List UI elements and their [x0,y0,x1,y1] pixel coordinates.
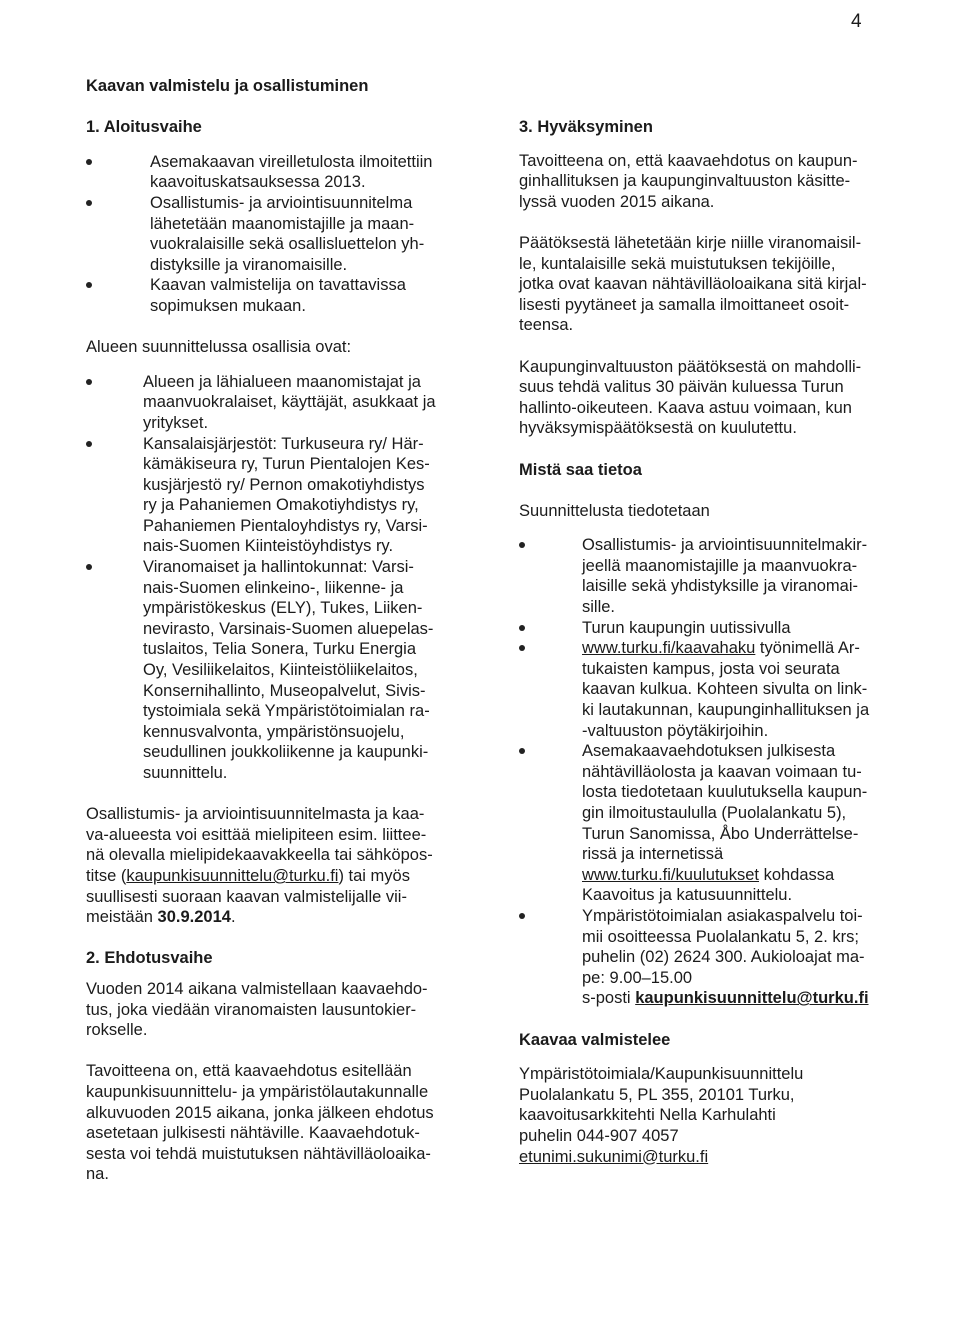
list-item-text: tuslaitos, Telia Sonera, Turku Energia [143,640,417,659]
list-item [150,193,486,275]
list-item [582,618,899,639]
list-item-text: suunnittelu. [143,764,228,782]
bullet-icon [86,159,92,165]
list-item-line: jeellä maanomistajille ja maanvuokra- [582,556,858,575]
list-item-text: seudullinen joukkoliikenne ja kaupunki- [143,743,429,762]
contact-line: Ympäristötoimiala/Kaupunkisuunnittelu [519,1065,804,1084]
list-item-line: kaavan kulkua. Kohteen sivulta on link- [582,680,868,699]
heading-hyvaksyminen: 3. Hyväksyminen [519,118,653,136]
list-item-text: nais-Suomen Kiinteistöyhdistys ry. [143,537,394,556]
list-item-text: Oy, Vesiliikelaitos, Kiinteistöliikelaitos, [143,661,418,680]
list-item-text: kennusvalvonta, ympäristönsuojelu, [143,722,405,741]
list-item-text [582,535,899,617]
paragraph-line: asetetaan julkisesti nähtäville. Kaavaehdotuk- [86,1124,420,1143]
paragraph-line: hallinto-oikeuteen. Kaava astuu voimaan, kun [519,398,852,417]
text: kohdassa [759,865,835,884]
list-item-line: losta tiedotetaan kuulutuksella kaupun- [582,783,868,802]
oas-line [86,866,486,887]
list-item-text: sopimuksen mukaan. [150,296,306,315]
heading-kaavaa-valmistelee: Kaavaa valmistelee [519,1030,671,1049]
paragraph-line: tus, joka viedään viranomaisten lausuntokier- [86,1000,417,1019]
text: titse ( [86,866,127,885]
left-column [86,76,486,1185]
oas-line [86,907,486,928]
list-item-line: mii osoitteessa Puolalankatu 5, 2. krs; [582,927,859,946]
oas-line: nä olevalla mielipidekaavakkeella tai sähköpos- [86,846,433,865]
heading-aloitusvaihe: 1. Aloitusvaihe [86,118,202,137]
paragraph-line: Päätöksestä lähetetään kirje niille viranomaisil- [519,233,862,252]
text: ) tai myös [338,866,410,885]
list-item-text [582,906,899,988]
aloitusvaihe-list [86,152,486,317]
oas-line: va-alueesta voi esittää mielipiteen esim. liittee- [86,825,427,844]
bullet-icon [519,913,525,919]
bullet-icon [519,645,525,651]
hyvaksyminen-paragraph-1 [519,151,899,213]
list-item-line: Osallistumis- ja arviointisuunnitelmakir- [582,536,868,555]
oas-line: suullisesti suoraan kaavan valmistelijalle vii- [86,887,407,906]
list-item-text [582,988,899,1009]
osallisia-list [86,372,486,784]
list-item-text: Osallistumis- ja arviointisuunnitelma [150,193,413,212]
text: s-posti [582,989,636,1008]
list-item [582,741,899,906]
paragraph-line: rokselle. [86,1021,148,1040]
list-item-text: maanvuokralaiset, käyttäjät, asukkaat ja [143,393,436,412]
text: meistään [86,908,158,927]
list-item [582,535,899,617]
paragraph-line: lisesti pyytäneet ja samalla ilmoittaneet osoit- [519,295,850,314]
list-item-text [582,865,899,886]
heading-mista-saa-tietoa: Mistä saa tietoa [519,460,642,479]
oas-line: Osallistumis- ja arviointisuunnitelmasta ja kaa- [86,805,425,824]
osallisia-heading: Alueen suunnittelussa osallisia ovat: [86,338,352,357]
list-item-text: Alueen ja lähialueen maanomistajat ja [143,372,421,391]
list-item-text: Kansalaisjärjestöt: Turkuseura ry/ Här- [143,434,424,453]
list-item-text: vuokralaisille sekä osallisluettelon yh- [150,235,425,254]
contact-line: Puolalankatu 5, PL 355, 20101 Turku, [519,1085,795,1104]
list-item-text: ympäristökeskus (ELY), Tukes, Liiken- [143,599,423,618]
list-item-text: yritykset. [143,413,209,432]
list-item-line: gin ilmoitustaululla (Puolalankatu 5), [582,804,847,822]
heading-ehdotusvaihe: 2. Ehdotusvaihe [86,949,213,968]
list-item [143,557,486,784]
list-item-line: puhelin (02) 2624 300. Aukioloajat ma- [582,948,865,967]
paragraph-line: alkuvuoden 2015 aikana, jonka jälkeen ehdotus [86,1103,434,1122]
hyvaksyminen-paragraph-3 [519,357,899,439]
list-item-text: Kaavan valmistelija on tavattavissa [150,276,406,295]
list-item [143,372,486,434]
paragraph-line: Kaupunginvaltuuston päätöksestä on mahdolli- [519,357,862,376]
list-item-text [582,659,899,741]
list-item-line: pe: 9.00–15.00 [582,968,693,987]
list-item-text: Pahaniemen Pientaloyhdistys ry, Varsi- [143,516,428,535]
hyvaksyminen-paragraph-2 [519,233,899,336]
list-item [582,906,899,1009]
list-item [150,152,486,193]
list-item [150,275,486,316]
list-item-line: Asemakaavaehdotuksen julkisesta [582,742,836,761]
list-item-text: tystoimiala sekä Ympäristötoimialan ra- [143,702,430,721]
text: työnimellä Ar- [755,639,860,658]
list-item-text: nais-Suomen elinkeino-, liikenne- ja [143,578,404,597]
list-item-text: kusjärjestö ry/ Pernon omakotiyhdistys [143,475,425,494]
ehdotus-paragraph-2 [86,1061,486,1185]
list-item-text: nevirasto, Varsinais-Suomen aluepelas- [143,619,434,638]
section-title: Kaavan valmistelu ja osallistuminen [86,77,369,95]
paragraph-line: Vuoden 2014 aikana valmistellaan kaavaehdo- [86,979,428,998]
paragraph-line: teensa. [519,316,574,335]
email-link[interactable]: kaupunkisuunnittelu@turku.fi [635,989,869,1008]
list-item-text: distyksille ja viranomaisille. [150,255,348,274]
right-column [519,117,899,1167]
list-item-text: Turun kaupungin uutissivulla [582,618,791,637]
contact-block [519,1064,899,1167]
bullet-icon [519,625,525,631]
list-item-line: Ympäristötoimialan asiakaspalvelu toi- [582,906,863,925]
paragraph-line: le, kuntalaisille sekä muistutuksen tekijöille, [519,254,836,273]
list-item [143,434,486,558]
list-item [582,638,899,741]
email-link[interactable]: kaupunkisuunnittelu@turku.fi [126,866,339,885]
list-item-line: rissä ja internetissä [582,845,724,864]
list-item-text: Viranomaiset ja hallintokunnat: Varsi- [143,558,414,577]
contact-line: kaavoitusarkkitehti Nella Karhulahti [519,1106,776,1125]
paragraph-line: kaupunkisuunnittelu- ja ympäristölautakunnalle [86,1082,429,1101]
text: . [230,908,236,927]
bullet-icon [519,542,525,548]
kuulutukset-link[interactable]: www.turku.fi/kuulutukset [582,865,759,884]
list-item-text: ry ja Pahaniemen Omakotiyhdistys ry, [143,496,419,515]
page-number: 4 [851,11,862,32]
kaavahaku-link[interactable]: www.turku.fi/kaavahaku [582,639,756,658]
paragraph-line: Tavoitteena on, että kaavaehdotus on kaupun- [519,151,858,170]
bullet-icon [86,441,92,447]
list-item-text: lähetetään maanomistajille ja maan- [150,214,415,233]
bullet-icon [519,748,525,754]
list-item-line: tukaisten kampus, josta voi seurata [582,659,840,678]
paragraph-line: sesta voi tehdä muistutuksen nähtävilläoloaika- [86,1144,431,1163]
list-item-line: ki lautakunnan, kaupunginhallituksen ja [582,701,870,720]
paragraph-line: lyssä vuoden 2015 aikana. [519,192,715,211]
list-item-text: Asemakaavan vireilletulosta ilmoitettiin [150,152,433,171]
contact-line: puhelin 044-907 4057 [519,1126,679,1145]
info-subheading: Suunnittelusta tiedotetaan [519,501,710,520]
oas-paragraph [86,804,486,928]
list-item-line: nähtävilläolosta ja kaavan voimaan tu- [582,762,862,781]
deadline-date: 30.9.2014 [157,908,231,927]
list-item-text: kämäkiseura ry, Turun Pientalojen Kes- [143,455,430,474]
ehdotus-paragraph-1 [86,979,486,1041]
list-item-text [582,741,899,865]
list-item-line: Turun Sanomissa, Åbo Underrättelse- [582,824,859,843]
list-item-line: laisille sekä yhdistyksille ja viranomai- [582,577,859,596]
paragraph-line: na. [86,1165,109,1184]
bullet-icon [86,282,92,288]
contact-email-link[interactable]: etunimi.sukunimi@turku.fi [519,1147,709,1166]
list-item-line: sille. [582,598,616,617]
contact-lines [519,1064,899,1146]
list-item-text: kaavoituskatsauksessa 2013. [150,173,366,192]
list-item-text: Kaavoitus ja katusuunnittelu. [582,886,793,905]
bullet-icon [86,379,92,385]
paragraph-line: Tavoitteena on, että kaavaehdotus esitellään [86,1062,412,1081]
bullet-icon [86,564,92,570]
paragraph-line: hyväksymispäätöksestä on kuulutettu. [519,419,797,438]
list-item-text [582,638,899,659]
list-item-line: -valtuuston pöytäkirjoihin. [582,721,769,740]
paragraph-line: jotka ovat kaavan nähtävilläoloaikana sitä kirjal- [519,275,867,294]
list-item-text: Konsernihallinto, Museopalvelut, Sivis- [143,681,426,700]
info-list [519,535,899,1009]
paragraph-line: suus tehdä valitus 30 päivän kuluessa Turun [519,378,844,397]
paragraph-line: ginhallituksen ja kaupunginvaltuuston käsitte- [519,172,851,191]
bullet-icon [86,200,92,206]
